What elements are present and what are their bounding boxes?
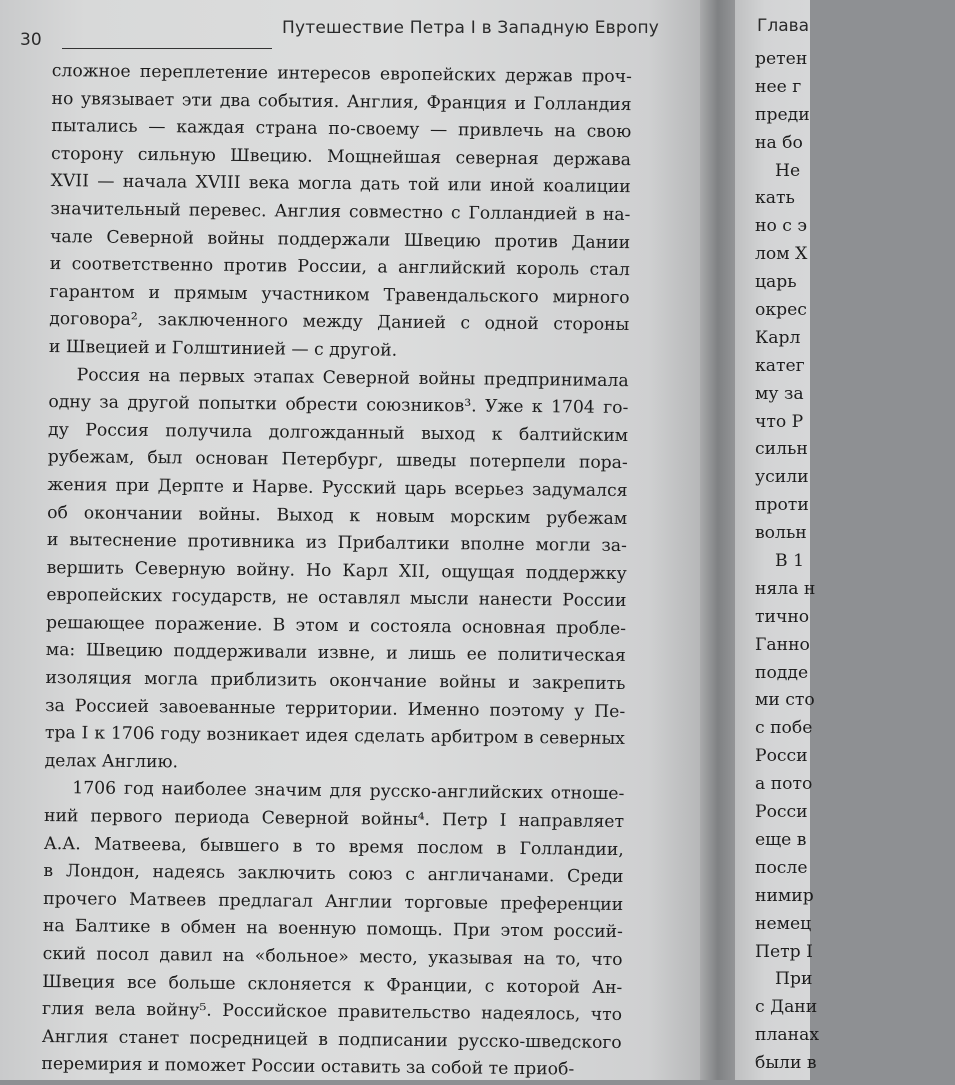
text-line: тра I к 1706 году возникает идея сделать арбитром в северных [44, 723, 626, 750]
right-text-line: окрес [755, 300, 807, 321]
right-text-line: планах [755, 1025, 820, 1046]
text-line: А.А. Матвеева, бывшего в то время послом в Голландии, [43, 833, 624, 860]
text-line: делах Англию. [44, 750, 179, 773]
right-text-line: лом Х [755, 244, 808, 265]
text-line: и Швецией и Голштинией — с другой. [48, 336, 398, 361]
right-text-line: му за [755, 383, 804, 404]
text-line: вершить Северную войну. Но Карл XII, ощущая поддержку [46, 557, 627, 584]
book-gutter [700, 0, 740, 1080]
text-line: ний первого периода Северной войны⁴. Петр I направляет [43, 805, 625, 833]
text-line: Швеция все больше склоняется к Франции, с которой Ан- [42, 971, 623, 998]
right-text-line: подде [755, 662, 809, 683]
text-line: глия вела войну⁵. Российское правительство надеялось, что [41, 999, 623, 1026]
text-line: за Россией завоеванные территории. Именно поэтому у Пе- [45, 695, 626, 722]
text-line: 1706 год наиболее значим для русско-английских отноше- [72, 778, 625, 805]
right-text-line: Росси [755, 802, 808, 823]
text-line: на Балтике в обмен на военную помощь. При этом россий- [42, 916, 623, 943]
right-text-line: ми сто [755, 690, 815, 711]
text-line: пытались — каждая страна по-своему — привлечь на свою [51, 116, 632, 143]
right-text-line: на бо [755, 132, 803, 153]
right-text-line: с Дани [755, 997, 818, 1018]
text-line: сложное переплетение интересов европейских держав проч- [51, 60, 632, 88]
right-text-line: Росси [755, 746, 808, 767]
text-line: об окончании войны. Выход к новым морским рубежам [47, 502, 628, 529]
right-running-title: Глава [757, 16, 810, 36]
right-text-line: кать [755, 188, 795, 209]
right-text-line: немец [755, 913, 812, 934]
right-text-line: В 1 [775, 551, 805, 572]
text-line: чале Северной войны поддержали Швецию против Дании [50, 226, 631, 253]
right-text-line: вольн [755, 523, 807, 544]
text-line: европейских государств, не оставлял мысли нанести России [46, 585, 627, 612]
right-text-line: проти [755, 495, 809, 516]
text-line: изоляция могла приблизить окончание войны и закрепить [45, 668, 626, 695]
text-line: жения при Дерпте и Нарве. Русский царь всерьез задумался [47, 474, 628, 501]
right-body-text [755, 46, 955, 1078]
right-text-line: были в [755, 1053, 817, 1074]
right-text-line: При [775, 969, 813, 990]
text-line: прочего Матвеев предлагал Англии торговые преференции [43, 888, 624, 915]
right-text-line: катег [755, 355, 805, 376]
text-line: решающее поражение. В этом и состояла основная пробле- [45, 612, 627, 639]
text-line: и соответственно против России, а английский король стал [49, 254, 630, 281]
right-text-line: Петр I [755, 941, 813, 962]
text-line: в Лондон, надеясь заключить союз с англичанами. Среди [43, 861, 624, 888]
text-line: значительный перевес. Англия совместно с Голландией в на- [50, 198, 631, 226]
text-line: перемирия и поможет России оставить за собой те приоб- [41, 1054, 575, 1080]
right-page [735, 0, 820, 1080]
body-text [41, 58, 632, 1085]
text-line: договора², заключенного между Данией с одной стороны [49, 309, 630, 336]
right-text-line: преди [755, 104, 810, 125]
text-line: ду Россия получила долгожданный выход к балтийским [48, 419, 629, 446]
right-text-line: Ганно [755, 634, 810, 655]
running-head [20, 18, 660, 52]
right-text-line: няла н [755, 578, 816, 599]
right-text-line: что Р [755, 411, 804, 432]
running-title: Путешествие Петра I в Западную Европу [282, 18, 660, 38]
text-line: но увязывает эти два события. Англия, Франция и Голландия [51, 88, 632, 115]
text-line: и вытеснение противника из Прибалтики вполне могли за- [46, 530, 628, 557]
right-text-line: нее г [755, 76, 802, 97]
right-text-line: еще в [755, 829, 807, 850]
right-text-line: Не [775, 160, 801, 181]
right-text-line: с побе [755, 718, 813, 739]
text-line: гарантом и прямым участником Травендальского мирного [49, 281, 630, 308]
right-text-line: тично [755, 606, 810, 627]
right-text-line: ретен [755, 49, 808, 69]
text-line: ский посол давил на «больное» место, указывая на то, что [42, 943, 623, 971]
right-text-line: усили [755, 467, 809, 488]
right-text-line: после [755, 857, 808, 878]
right-text-line: а пото [755, 774, 813, 795]
text-line: XVII — начала XVIII века могла дать той или иной коалиции [50, 171, 631, 198]
text-line: сторону сильную Швецию. Мощнейшая северная держава [50, 143, 632, 170]
right-text-line: царь [755, 272, 797, 293]
text-line: ма: Швецию поддерживали извне, и лишь ее политическая [45, 640, 626, 667]
text-line: одну за другой попытки обрести союзников³. Уже к 1704 го- [48, 392, 629, 419]
header-rule [62, 48, 272, 49]
page-number: 30 [20, 30, 42, 50]
right-text-line: сильн [755, 439, 808, 460]
text-line: Россия на первых этапах Северной войны предпринимала [76, 364, 629, 391]
text-line: Англия станет посредницей в подписании русско-шведского [41, 1026, 622, 1053]
right-text-line: нимир [755, 885, 814, 906]
right-text-line: но с э [755, 216, 807, 237]
text-line: рубежам, был основан Петербург, шведы потерпели пора- [47, 447, 628, 474]
right-text-line: Карл [755, 327, 801, 348]
